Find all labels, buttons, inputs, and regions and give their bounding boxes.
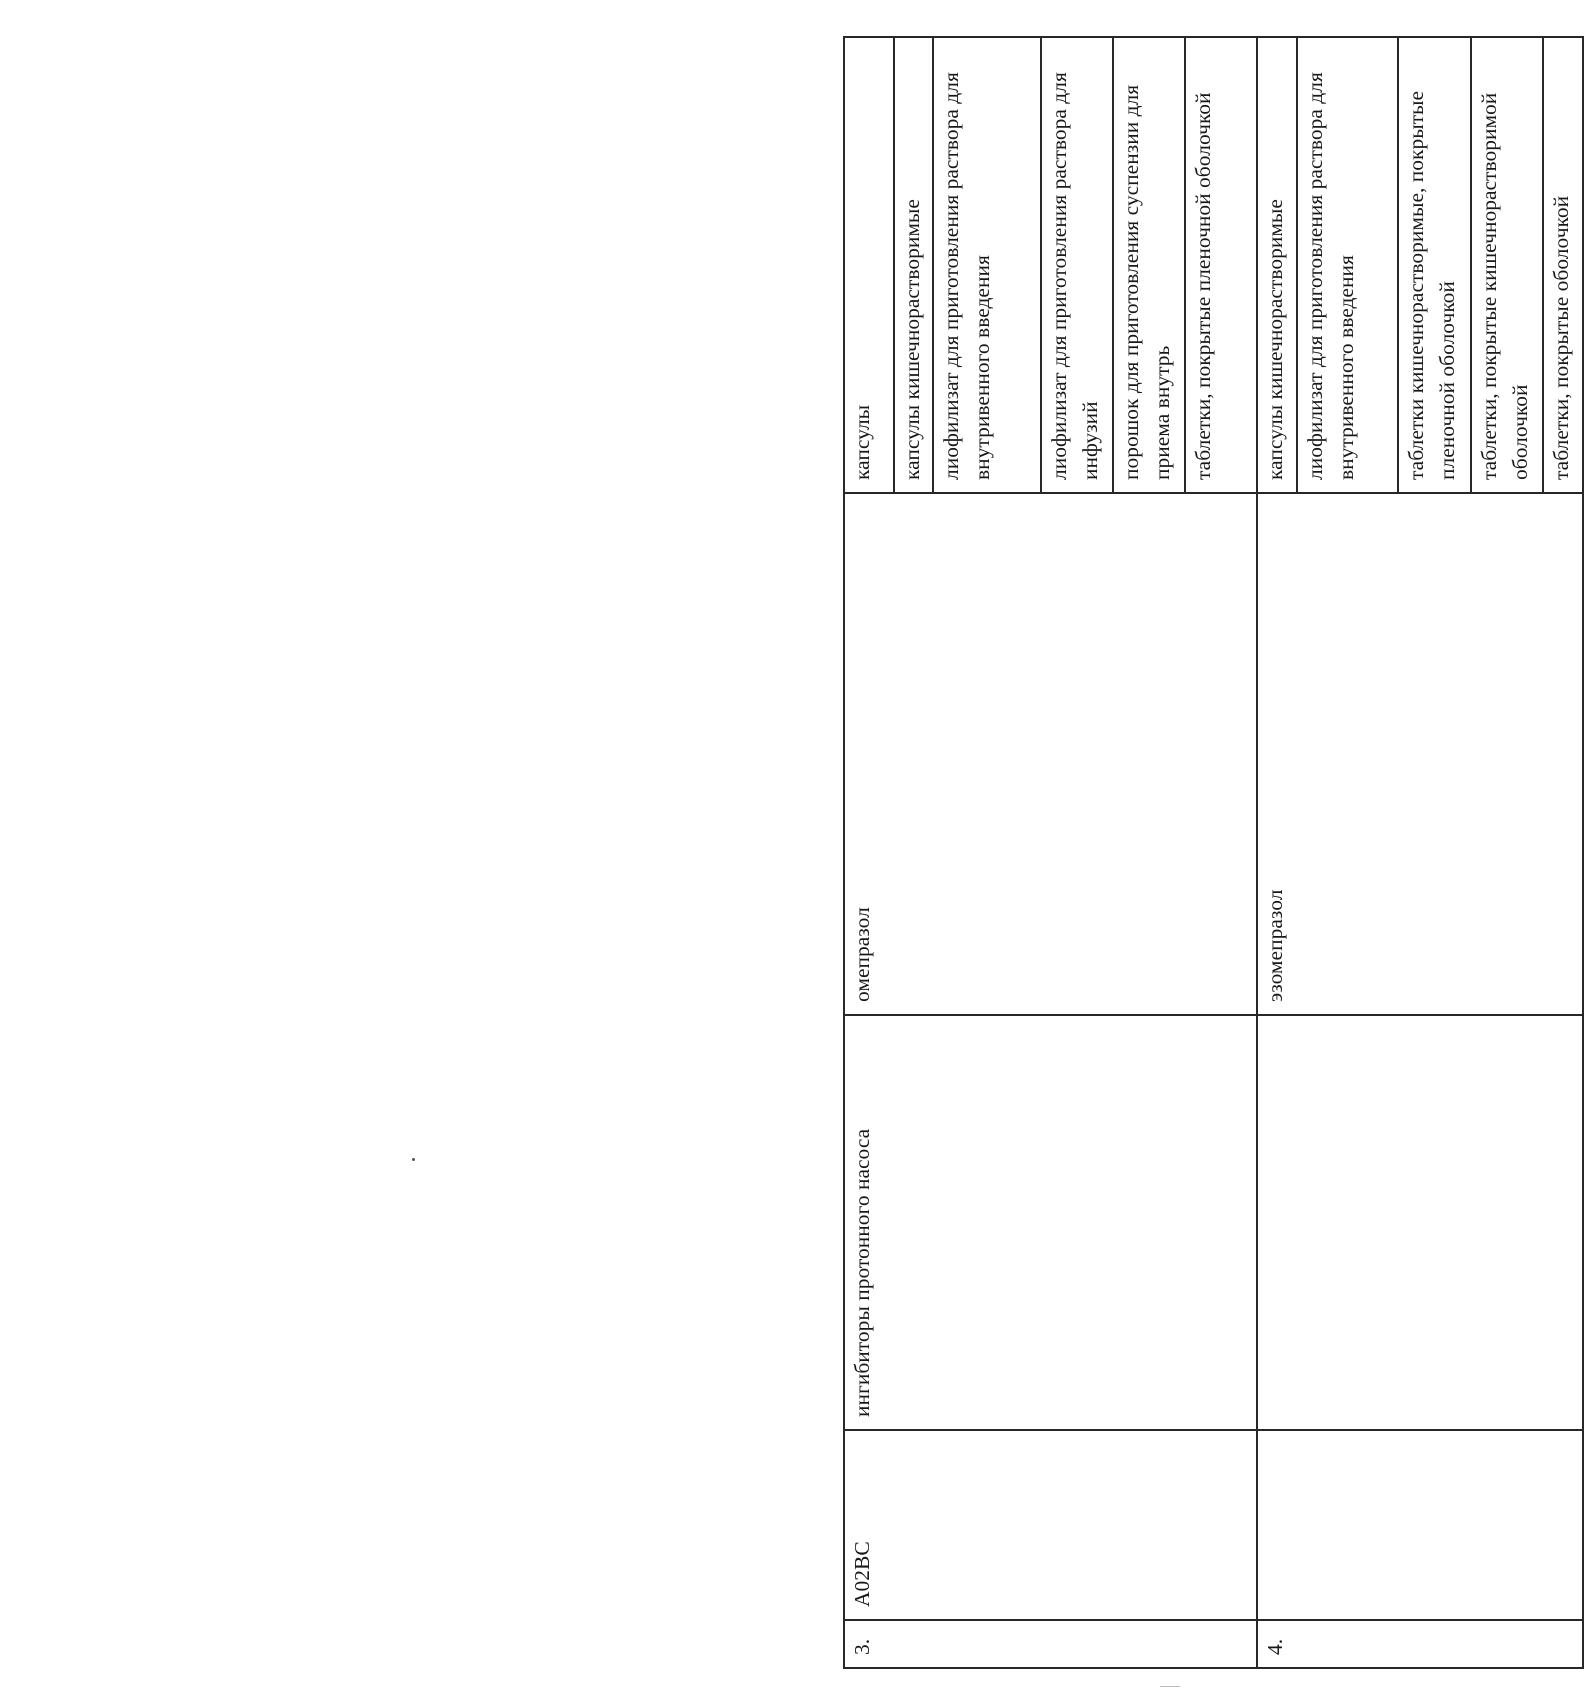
rotated-table-wrapper [843,38,1584,1669]
group-name [1257,1015,1583,1430]
row-number: 4. [1257,1620,1583,1668]
dosage-form: порошок для приготовления суспензии для приема внутрь [1113,37,1185,493]
scan-speck [412,1158,415,1161]
row-number: 3. [844,1620,1257,1668]
dosage-form: таблетки, покрытые кишечнорастворимой оболочкой [1471,37,1543,493]
table-row [1257,37,1296,1668]
atc-code: A02BC [844,1430,1257,1620]
scan-mark [1160,1686,1180,1687]
dosage-form: лиофилизат для приготовления раствора для внутривенного введения [933,37,1041,493]
dosage-form: капсулы кишечнорастворимые [1257,37,1296,493]
dosage-form: таблетки, покрытые оболочкой [1543,37,1583,493]
drug-table [843,36,1584,1669]
substance-name: эзомепразол [1257,493,1583,1015]
dosage-form: лиофилизат для приготовления раствора для инфузий [1041,37,1113,493]
dosage-form: капсулы кишечнорастворимые [894,37,933,493]
atc-code [1257,1430,1583,1620]
dosage-form: лиофилизат для приготовления раствора для внутривенного введения [1297,37,1399,493]
table-row [844,37,894,1668]
dosage-form: таблетки кишечнорастворимые, покрытые пленочной оболочкой [1398,37,1470,493]
dosage-form: капсулы [844,37,894,493]
group-name: ингибиторы протонного насоса [844,1015,1257,1430]
dosage-form: таблетки, покрытые пленочной оболочкой [1185,37,1257,493]
substance-name: омепразол [844,493,1257,1015]
